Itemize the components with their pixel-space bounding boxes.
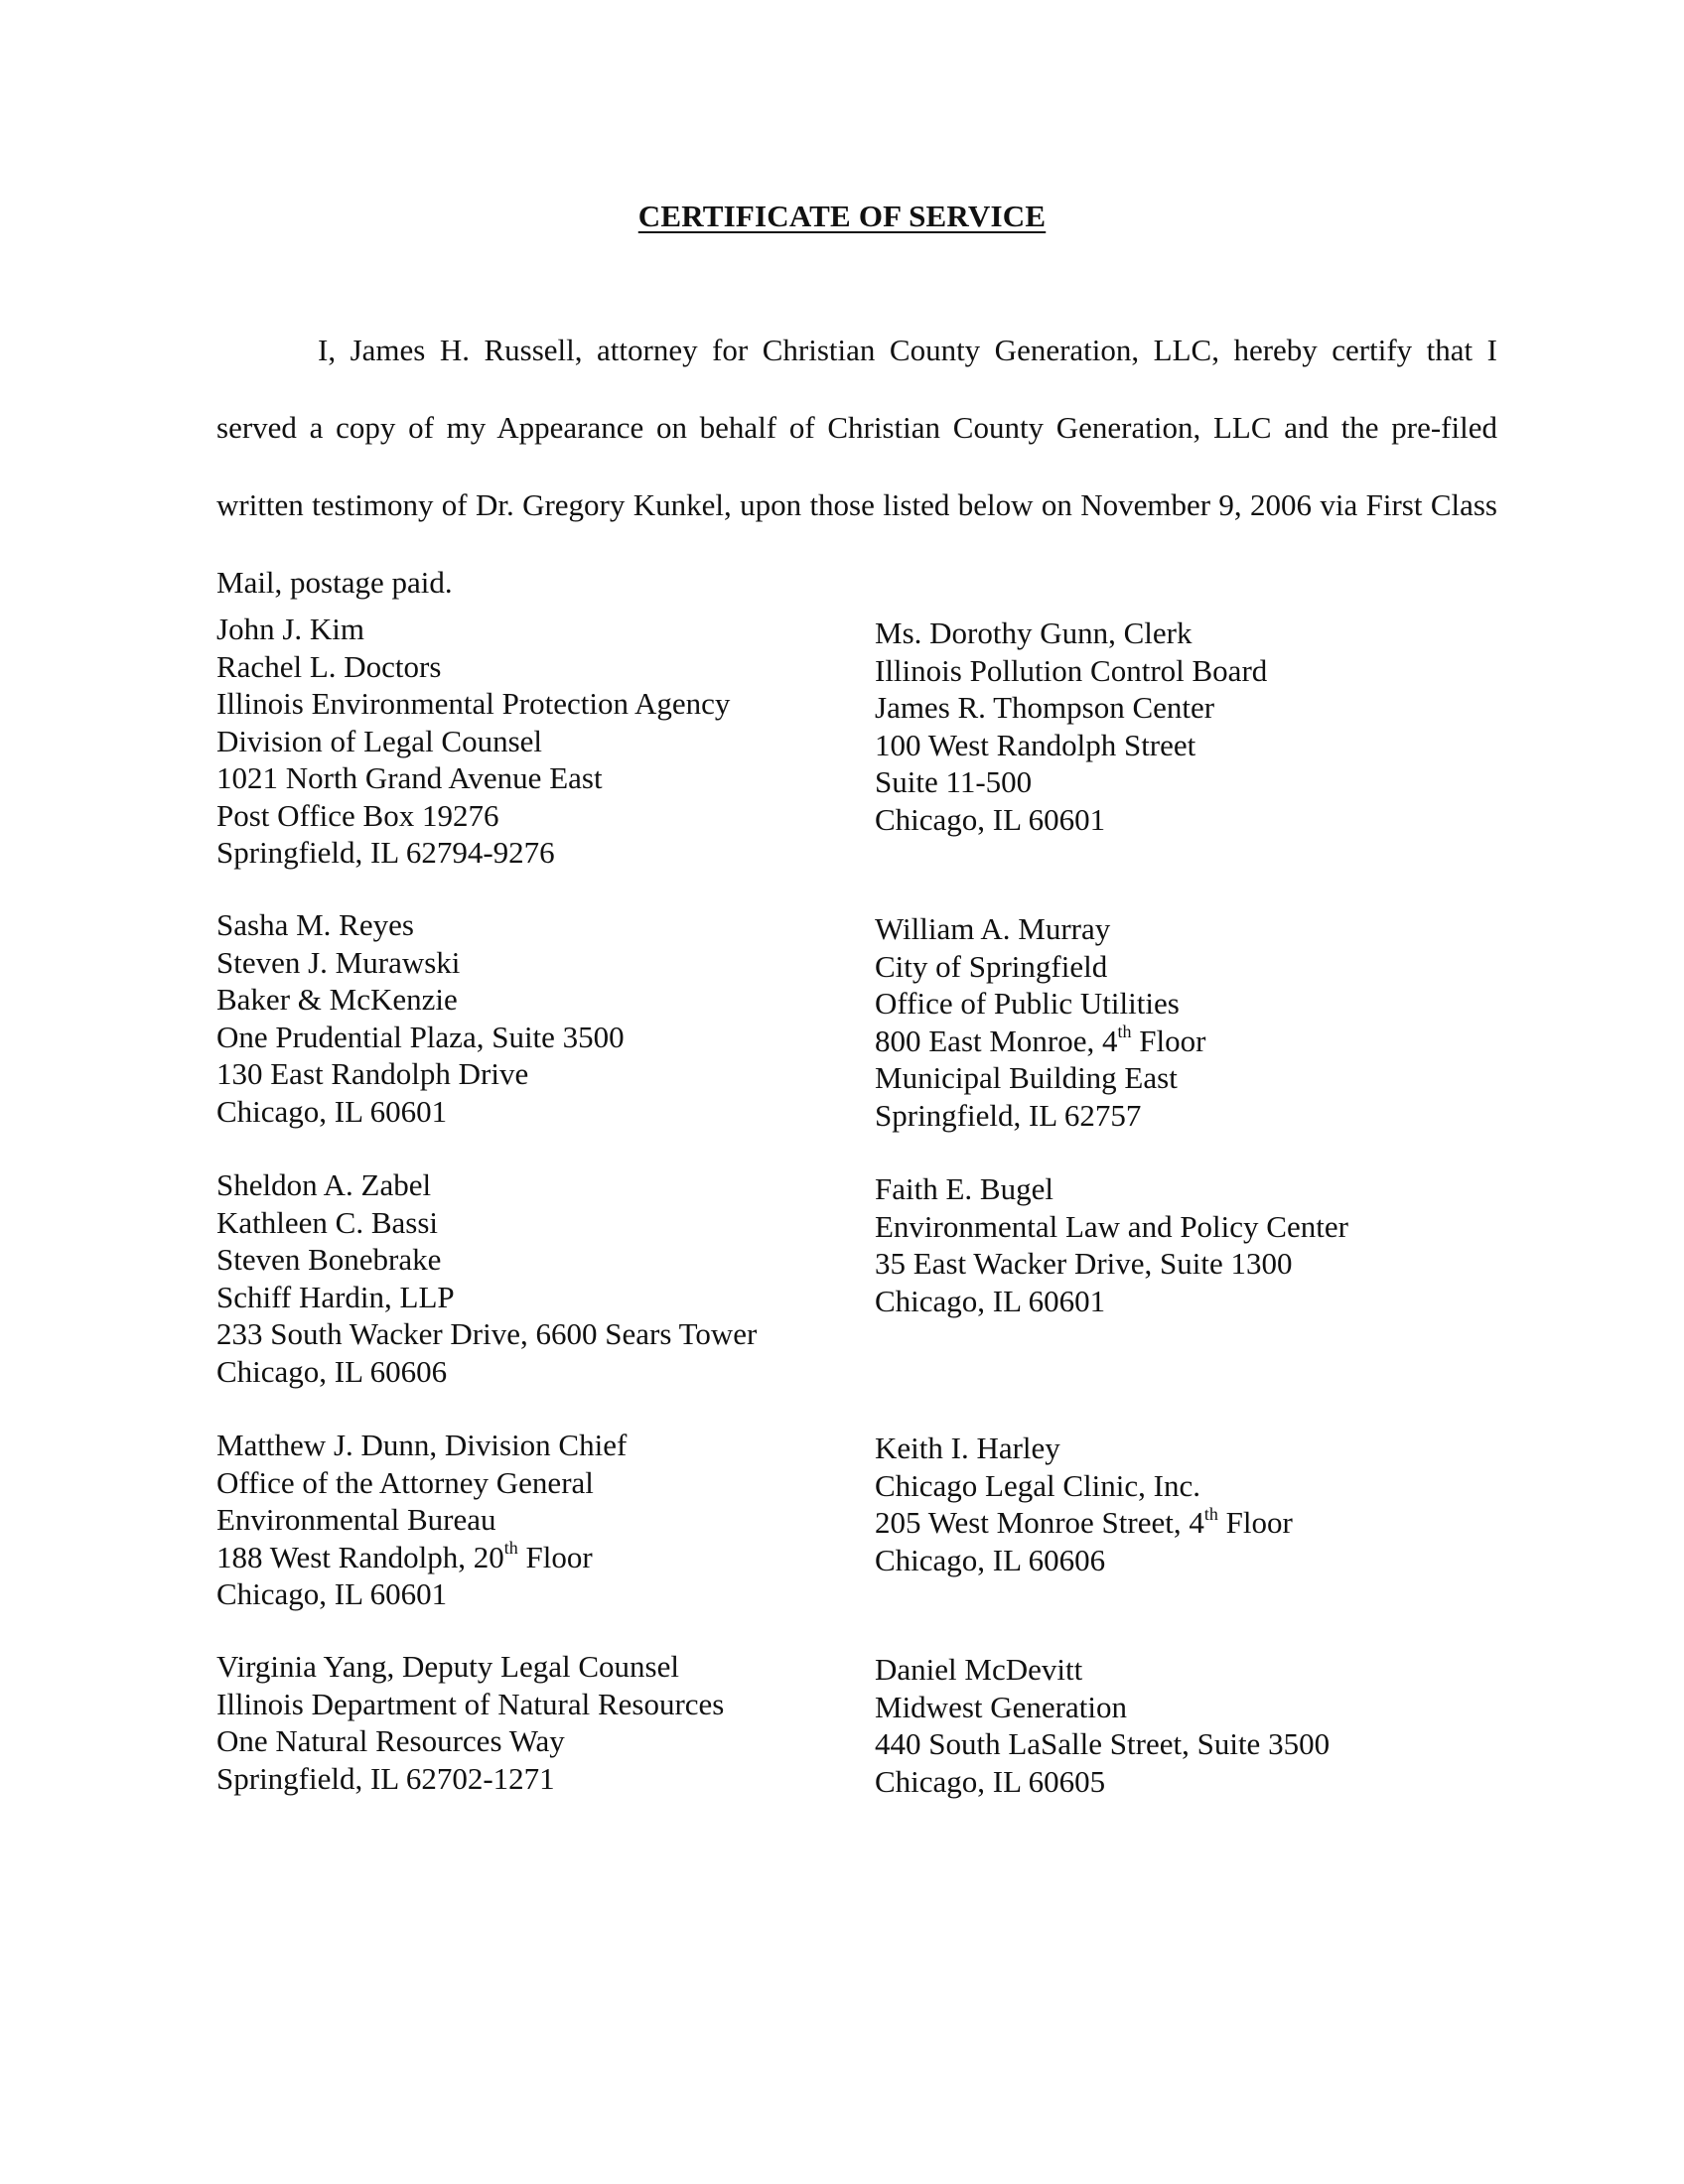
address-line: Ms. Dorothy Gunn, Clerk xyxy=(875,615,1193,650)
address-line: Rachel L. Doctors xyxy=(216,648,442,684)
address-line: Matthew J. Dunn, Division Chief xyxy=(216,1428,628,1462)
address-line: Schiff Hardin, LLP xyxy=(216,1279,455,1314)
address-line: 1021 North Grand Avenue East xyxy=(216,760,603,795)
address-line: Office of Public Utilities xyxy=(875,986,1180,1021)
address-line: 35 East Wacker Drive, Suite 1300 xyxy=(875,1246,1293,1281)
address-line: Kathleen C. Bassi xyxy=(216,1204,438,1240)
address-line: City of Springfield xyxy=(875,948,1108,984)
address-line: Illinois Pollution Control Board xyxy=(875,652,1268,688)
address-line: Chicago, IL 60605 xyxy=(875,1763,1106,1799)
address-line: 800 East Monroe, 4th Floor xyxy=(875,1022,1206,1058)
address-line: William A. Murray xyxy=(875,911,1111,946)
address-line: 205 West Monroe Street, 4th Floor xyxy=(875,1503,1293,1540)
address-line: Environmental Law and Policy Center xyxy=(875,1208,1348,1244)
address-line: Sheldon A. Zabel xyxy=(216,1167,432,1202)
address-line: Springfield, IL 62757 xyxy=(875,1097,1142,1133)
address-line: 440 South LaSalle Street, Suite 3500 xyxy=(875,1726,1331,1761)
address-line: Chicago, IL 60601 xyxy=(216,1093,448,1129)
address-line: Daniel McDevitt xyxy=(875,1652,1083,1687)
address-line: 188 West Randolph, 20th Floor xyxy=(216,1538,593,1574)
address-line: One Prudential Plaza, Suite 3500 xyxy=(216,1019,625,1054)
recipient-block-left-5 xyxy=(216,1648,724,1797)
address-line: Steven J. Murawski xyxy=(216,944,461,980)
address-line: Environmental Bureau xyxy=(216,1502,496,1537)
ordinal-suffix: th xyxy=(1117,1022,1132,1042)
address-line: Chicago, IL 60601 xyxy=(216,1576,448,1611)
address-line: Office of the Attorney General xyxy=(216,1464,594,1500)
recipient-block-right-4 xyxy=(875,1430,1293,1578)
address-line: Suite 11-500 xyxy=(875,764,1033,799)
address-line: Steven Bonebrake xyxy=(216,1242,442,1277)
recipient-block-left-3 xyxy=(216,1166,757,1390)
address-line: 100 West Randolph Street xyxy=(875,727,1196,762)
address-line: Faith E. Bugel xyxy=(875,1171,1053,1206)
address-line: Chicago Legal Clinic, Inc. xyxy=(875,1467,1200,1503)
address-line: Springfield, IL 62794-9276 xyxy=(216,835,555,870)
address-line: 233 South Wacker Drive, 6600 Sears Tower xyxy=(216,1316,758,1351)
recipient-block-left-4 xyxy=(216,1427,627,1613)
address-line: One Natural Resources Way xyxy=(216,1723,565,1758)
recipient-block-right-1 xyxy=(875,614,1267,838)
address-line: Chicago, IL 60606 xyxy=(875,1542,1106,1577)
recipient-block-left-1 xyxy=(216,611,730,872)
address-line: 130 East Randolph Drive xyxy=(216,1056,529,1091)
address-line: Municipal Building East xyxy=(875,1060,1178,1095)
address-line: Post Office Box 19276 xyxy=(216,797,499,833)
title-text: CERTIFICATE OF SERVICE xyxy=(637,199,1047,233)
address-line: Illinois Environmental Protection Agency xyxy=(216,686,731,721)
address-line: Chicago, IL 60606 xyxy=(216,1353,448,1389)
address-line: Illinois Department of Natural Resources xyxy=(216,1686,725,1721)
address-line: Baker & McKenzie xyxy=(216,982,458,1017)
recipient-block-right-5 xyxy=(875,1651,1330,1800)
address-line: Chicago, IL 60601 xyxy=(875,801,1106,837)
address-line: Sasha M. Reyes xyxy=(216,907,414,942)
address-line: Division of Legal Counsel xyxy=(216,723,543,758)
address-line: Midwest Generation xyxy=(875,1689,1127,1724)
address-line: James R. Thompson Center xyxy=(875,690,1215,725)
address-line: Virginia Yang, Deputy Legal Counsel xyxy=(216,1649,679,1684)
document-title xyxy=(0,199,1684,234)
ordinal-suffix: th xyxy=(1203,1503,1218,1524)
recipient-block-right-2 xyxy=(875,910,1205,1134)
recipient-block-left-2 xyxy=(216,906,625,1130)
address-line: Keith I. Harley xyxy=(875,1431,1060,1465)
certification-statement: I, James H. Russell, attorney for Christian County Generation, LLC, hereby certify that I served a copy of my Appearance on behalf of Christian County Generation, LLC and the pre-filed written testimony of Dr. Gregory Kunkel, upon those listed below on November 9, 2006 via First Class Mail, postage paid. xyxy=(216,333,1497,600)
address-line: John J. Kim xyxy=(216,612,364,646)
address-line: Springfield, IL 62702-1271 xyxy=(216,1760,555,1796)
ordinal-suffix: th xyxy=(503,1538,518,1559)
recipient-block-right-3 xyxy=(875,1170,1348,1319)
address-line: Chicago, IL 60601 xyxy=(875,1283,1106,1318)
